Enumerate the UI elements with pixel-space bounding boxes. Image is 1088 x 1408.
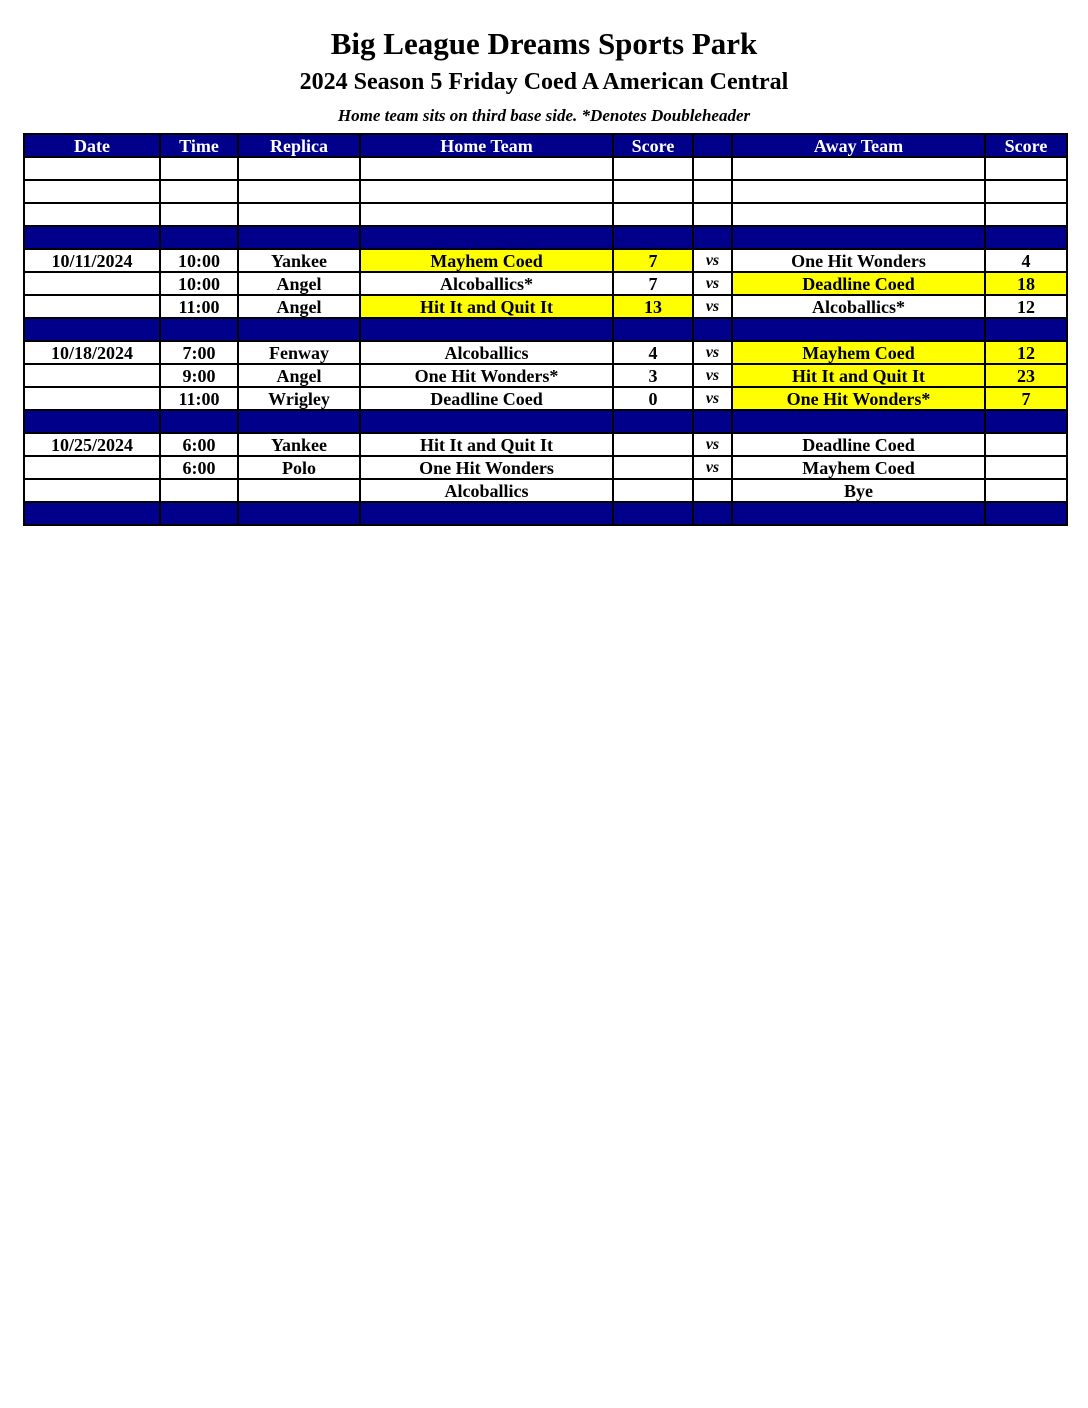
away-score-cell: 18 [985, 272, 1067, 295]
time-cell: 7:00 [160, 341, 238, 364]
date-cell [24, 295, 160, 318]
separator-row [24, 410, 1067, 433]
col-header-home-score: Score [613, 134, 693, 157]
table-row [24, 433, 1067, 456]
home-team-cell: Alcoballics [360, 479, 613, 502]
time-cell: 6:00 [160, 433, 238, 456]
away-score-cell [985, 203, 1067, 226]
home-team-cell: Alcoballics [360, 341, 613, 364]
time-cell [160, 157, 238, 180]
table-row [24, 249, 1067, 272]
home-score-cell: 0 [613, 387, 693, 410]
col-header-home-team: Home Team [360, 134, 613, 157]
separator-cell [160, 318, 238, 341]
away-score-cell [985, 157, 1067, 180]
separator-cell [160, 502, 238, 525]
vs-cell: vs [693, 295, 732, 318]
vs-cell [693, 479, 732, 502]
replica-cell: Angel [238, 272, 360, 295]
col-header-away-score: Score [985, 134, 1067, 157]
date-cell [24, 364, 160, 387]
replica-cell: Polo [238, 456, 360, 479]
separator-cell [732, 226, 985, 249]
home-score-cell: 13 [613, 295, 693, 318]
date-cell [24, 272, 160, 295]
table-row [24, 203, 1067, 226]
vs-cell [693, 203, 732, 226]
table-row [24, 295, 1067, 318]
header-row [24, 134, 1067, 157]
away-score-cell: 7 [985, 387, 1067, 410]
time-cell: 11:00 [160, 295, 238, 318]
replica-cell: Yankee [238, 249, 360, 272]
home-score-cell [613, 203, 693, 226]
away-team-cell: Mayhem Coed [732, 456, 985, 479]
time-cell: 11:00 [160, 387, 238, 410]
separator-cell [985, 410, 1067, 433]
date-cell: 10/25/2024 [24, 433, 160, 456]
col-header-date: Date [24, 134, 160, 157]
home-team-cell: Hit It and Quit It [360, 295, 613, 318]
home-team-cell [360, 180, 613, 203]
away-team-cell: One Hit Wonders* [732, 387, 985, 410]
away-score-cell: 12 [985, 341, 1067, 364]
away-team-cell: Deadline Coed [732, 272, 985, 295]
separator-row [24, 226, 1067, 249]
vs-cell: vs [693, 387, 732, 410]
vs-cell: vs [693, 341, 732, 364]
away-team-cell: Alcoballics* [732, 295, 985, 318]
vs-cell: vs [693, 249, 732, 272]
home-team-cell: Mayhem Coed [360, 249, 613, 272]
separator-cell [160, 410, 238, 433]
table-row [24, 341, 1067, 364]
separator-cell [985, 226, 1067, 249]
vs-cell: vs [693, 456, 732, 479]
replica-cell [238, 479, 360, 502]
vs-cell: vs [693, 272, 732, 295]
date-cell [24, 180, 160, 203]
date-cell [24, 479, 160, 502]
separator-cell [693, 318, 732, 341]
vs-cell [693, 157, 732, 180]
home-team-cell: Alcoballics* [360, 272, 613, 295]
separator-cell [732, 502, 985, 525]
separator-cell [24, 502, 160, 525]
separator-cell [24, 226, 160, 249]
table-row [24, 479, 1067, 502]
time-cell [160, 180, 238, 203]
away-team-cell [732, 203, 985, 226]
schedule-rows [24, 157, 1067, 525]
home-team-cell: One Hit Wonders* [360, 364, 613, 387]
time-cell: 9:00 [160, 364, 238, 387]
date-cell [24, 456, 160, 479]
away-team-cell: Deadline Coed [732, 433, 985, 456]
time-cell: 10:00 [160, 249, 238, 272]
separator-cell [160, 226, 238, 249]
away-team-cell: Hit It and Quit It [732, 364, 985, 387]
separator-cell [985, 502, 1067, 525]
col-header-vs [693, 134, 732, 157]
away-score-cell: 4 [985, 249, 1067, 272]
separator-cell [360, 318, 613, 341]
away-score-cell [985, 479, 1067, 502]
separator-row [24, 502, 1067, 525]
table-row [24, 157, 1067, 180]
table-row [24, 456, 1067, 479]
vs-cell [693, 180, 732, 203]
schedule-table [23, 133, 1068, 526]
separator-cell [238, 226, 360, 249]
vs-cell: vs [693, 433, 732, 456]
replica-cell: Fenway [238, 341, 360, 364]
separator-cell [613, 318, 693, 341]
away-score-cell [985, 180, 1067, 203]
table-row [24, 387, 1067, 410]
col-header-away-team: Away Team [732, 134, 985, 157]
home-score-cell: 4 [613, 341, 693, 364]
away-team-cell: Mayhem Coed [732, 341, 985, 364]
home-team-cell: Deadline Coed [360, 387, 613, 410]
replica-cell [238, 180, 360, 203]
table-row [24, 180, 1067, 203]
away-score-cell: 12 [985, 295, 1067, 318]
away-score-cell [985, 456, 1067, 479]
schedule-note: Home team sits on third base side. *Denotes Doubleheader [337, 106, 751, 125]
separator-row [24, 318, 1067, 341]
home-team-cell: Hit It and Quit It [360, 433, 613, 456]
separator-cell [360, 226, 613, 249]
home-team-cell [360, 203, 613, 226]
time-cell [160, 203, 238, 226]
separator-cell [238, 318, 360, 341]
replica-cell: Wrigley [238, 387, 360, 410]
replica-cell: Angel [238, 295, 360, 318]
separator-cell [24, 410, 160, 433]
replica-cell [238, 203, 360, 226]
col-header-time: Time [160, 134, 238, 157]
separator-cell [693, 226, 732, 249]
home-score-cell: 7 [613, 272, 693, 295]
away-team-cell [732, 180, 985, 203]
away-score-cell [985, 433, 1067, 456]
replica-cell [238, 157, 360, 180]
home-score-cell [613, 433, 693, 456]
separator-cell [613, 502, 693, 525]
separator-cell [985, 318, 1067, 341]
separator-cell [360, 410, 613, 433]
date-cell [24, 387, 160, 410]
separator-cell [24, 318, 160, 341]
away-team-cell [732, 157, 985, 180]
home-score-cell [613, 180, 693, 203]
time-cell: 10:00 [160, 272, 238, 295]
table-row [24, 272, 1067, 295]
separator-cell [693, 410, 732, 433]
separator-cell [732, 318, 985, 341]
page-subtitle: 2024 Season 5 Friday Coed A American Central [299, 69, 789, 95]
separator-cell [613, 410, 693, 433]
separator-cell [238, 502, 360, 525]
table-row [24, 364, 1067, 387]
away-score-cell: 23 [985, 364, 1067, 387]
replica-cell: Angel [238, 364, 360, 387]
date-cell [24, 157, 160, 180]
date-cell: 10/11/2024 [24, 249, 160, 272]
separator-cell [613, 226, 693, 249]
separator-cell [360, 502, 613, 525]
replica-cell: Yankee [238, 433, 360, 456]
home-score-cell [613, 157, 693, 180]
time-cell: 6:00 [160, 456, 238, 479]
away-team-cell: One Hit Wonders [732, 249, 985, 272]
page-title: Big League Dreams Sports Park [330, 26, 758, 61]
home-score-cell [613, 456, 693, 479]
home-team-cell: One Hit Wonders [360, 456, 613, 479]
home-score-cell [613, 479, 693, 502]
vs-cell: vs [693, 364, 732, 387]
separator-cell [693, 502, 732, 525]
col-header-replica: Replica [238, 134, 360, 157]
time-cell [160, 479, 238, 502]
date-cell [24, 203, 160, 226]
date-cell: 10/18/2024 [24, 341, 160, 364]
home-team-cell [360, 157, 613, 180]
home-score-cell: 3 [613, 364, 693, 387]
separator-cell [238, 410, 360, 433]
separator-cell [732, 410, 985, 433]
away-team-cell: Bye [732, 479, 985, 502]
home-score-cell: 7 [613, 249, 693, 272]
